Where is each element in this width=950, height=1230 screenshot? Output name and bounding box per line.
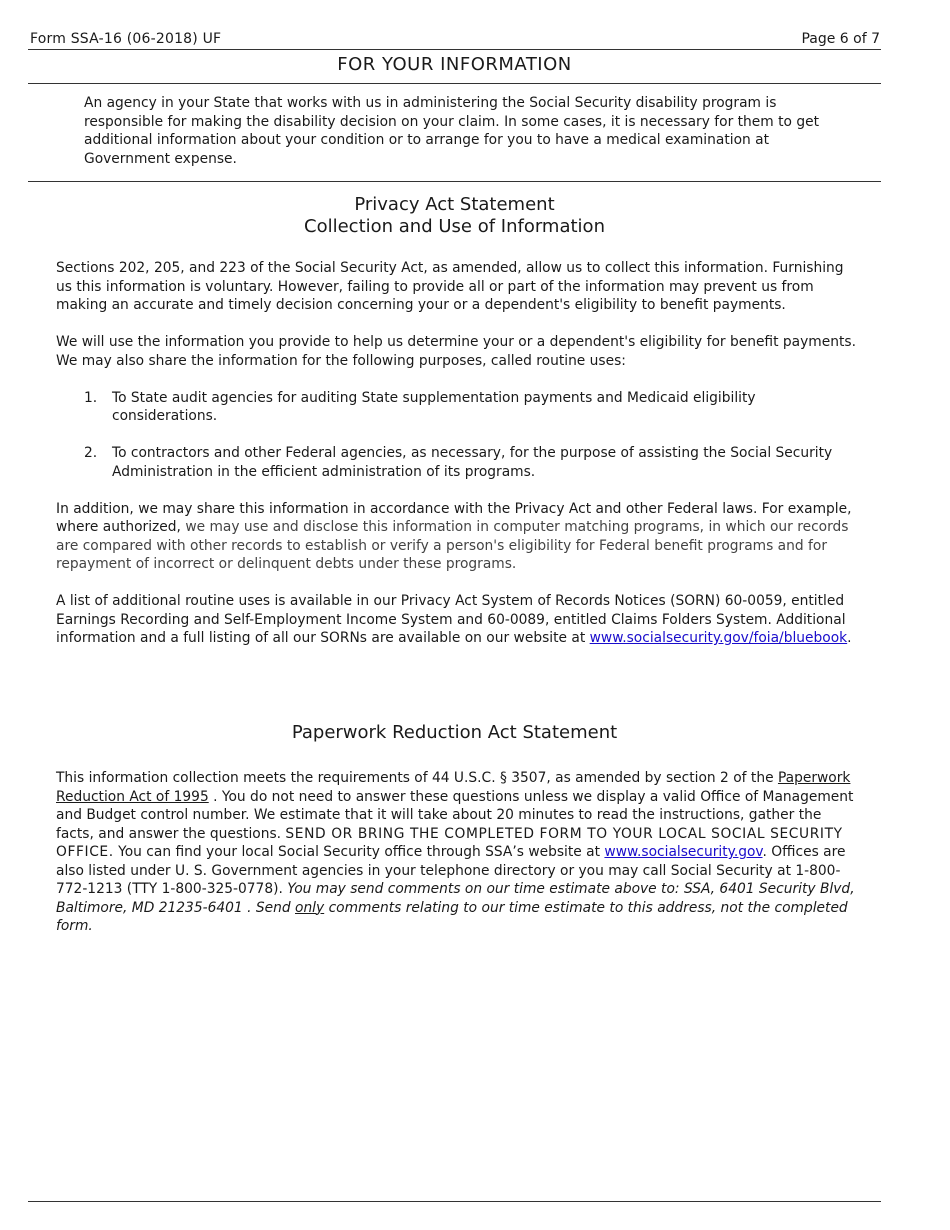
pra-title: Paperwork Reduction Act Statement bbox=[291, 722, 618, 743]
footer-divider bbox=[28, 1201, 881, 1202]
privacy-para-sorn-end: . bbox=[847, 630, 852, 646]
pra-act-link: Paperwork Reduction Act of 1995 bbox=[56, 770, 851, 805]
list-item bbox=[56, 444, 856, 481]
pra-text-7: . Offices are also listed under U. S. Government agencies in your telephone directory or you may call Social Security at 1-800-772-1213 (TTY 1-800-325-0778). bbox=[56, 844, 846, 897]
pra-comments-only: only bbox=[295, 899, 325, 916]
privacy-para-sorn-text: A list of additional routine uses is available in our Privacy Act System of Records Notices (SORN) 60-0059, entitled Earnings Recording and Self-Employment Income System and 60-0089, entitled Claims Folders System. Additional information and a full listing of all our SORNs are available on our website at bbox=[56, 593, 846, 646]
pra-comments-text-a: You may send comments on our time estimate above to: SSA, 6401 Security Blvd, Baltimore, MD 21235-6401 . Send bbox=[56, 881, 855, 916]
pra-send-instruction: SEND OR BRING THE COMPLETED FORM TO YOUR LOCAL SOCIAL SECURITY OFFICE. bbox=[56, 825, 843, 860]
privacy-body bbox=[56, 259, 856, 666]
privacy-para-authority: Sections 202, 205, and 223 of the Social Security Act, as amended, allow us to collect this information. Furnishing us this information is voluntary. However, failing to provide all or part of the information may prevent us from making an accurate and timely decision concerning your or a dependent's eligibility to benefit payments. bbox=[56, 260, 844, 313]
privacy-title-line1: Privacy Act Statement bbox=[354, 194, 555, 215]
form-identifier: Form SSA-16 (06-2018) UF bbox=[30, 31, 222, 47]
list-item bbox=[56, 389, 856, 426]
pra-text-1: This information collection meets the requirements of 44 U.S.C. § 3507, as amended by section 2 of the bbox=[56, 770, 778, 786]
info-body: An agency in your State that works with us in administering the Social Security disability program is responsible for making the disability decision on your claim. In some cases, it is necessary for them to get additional information about your condition or to arrange for you to have a medical examination at Government expense. bbox=[84, 95, 820, 167]
list-item-number: 1. bbox=[84, 389, 98, 406]
pra-text-3: . You do not need to answer these questions unless we display a valid Office of Management and Budget control number. We estimate that it will take about 20 minutes to read the instructions, gather the facts, and answer the questions. bbox=[56, 788, 854, 842]
list-item-text: To State audit agencies for auditing State supplementation payments and Medicaid eligibility considerations. bbox=[112, 389, 756, 424]
pra-body bbox=[56, 769, 856, 936]
pra-text-5: You can find your local Social Security office through SSA’s website at bbox=[113, 844, 605, 860]
privacy-title-line2: Collection and Use of Information bbox=[304, 216, 605, 237]
header-divider bbox=[28, 49, 881, 50]
privacy-para-sharing-b: we may use and disclose this information in computer matching programs, in which our records are compared with other records to establish or verify a person's eligibility for Federal benefit programs and for repayment of incorrect or delinquent debts under these programs. bbox=[56, 519, 849, 572]
info-top-divider bbox=[28, 83, 881, 84]
privacy-para-sorn bbox=[56, 592, 856, 648]
ssa-website-link[interactable]: www.socialsecurity.gov bbox=[604, 844, 763, 860]
privacy-para-sharing bbox=[56, 500, 856, 574]
pra-comments-text-b: comments relating to our time estimate to this address, not the completed form. bbox=[56, 899, 848, 934]
info-title: FOR YOUR INFORMATION bbox=[337, 54, 572, 75]
list-item-text: To contractors and other Federal agencies, as necessary, for the purpose of assisting the Social Security Administration in the efficient administration of its programs. bbox=[112, 445, 833, 480]
routine-uses-list bbox=[56, 389, 856, 482]
privacy-para-use: We will use the information you provide to help us determine your or a dependent's eligibility for benefit payments. We may also share the information for the following purposes, called routine uses: bbox=[56, 334, 856, 369]
info-bottom-divider bbox=[28, 181, 881, 182]
privacy-para-sharing-a: In addition, we may share this information in accordance with the Privacy Act and other Federal laws. For example, where authorized, bbox=[56, 500, 852, 535]
pra-paragraph bbox=[56, 769, 856, 936]
page-number: Page 6 of 7 bbox=[801, 31, 880, 47]
privacy-title bbox=[28, 194, 881, 238]
bluebook-link[interactable]: www.socialsecurity.gov/foia/bluebook bbox=[589, 630, 848, 646]
list-item-number: 2. bbox=[84, 445, 98, 461]
